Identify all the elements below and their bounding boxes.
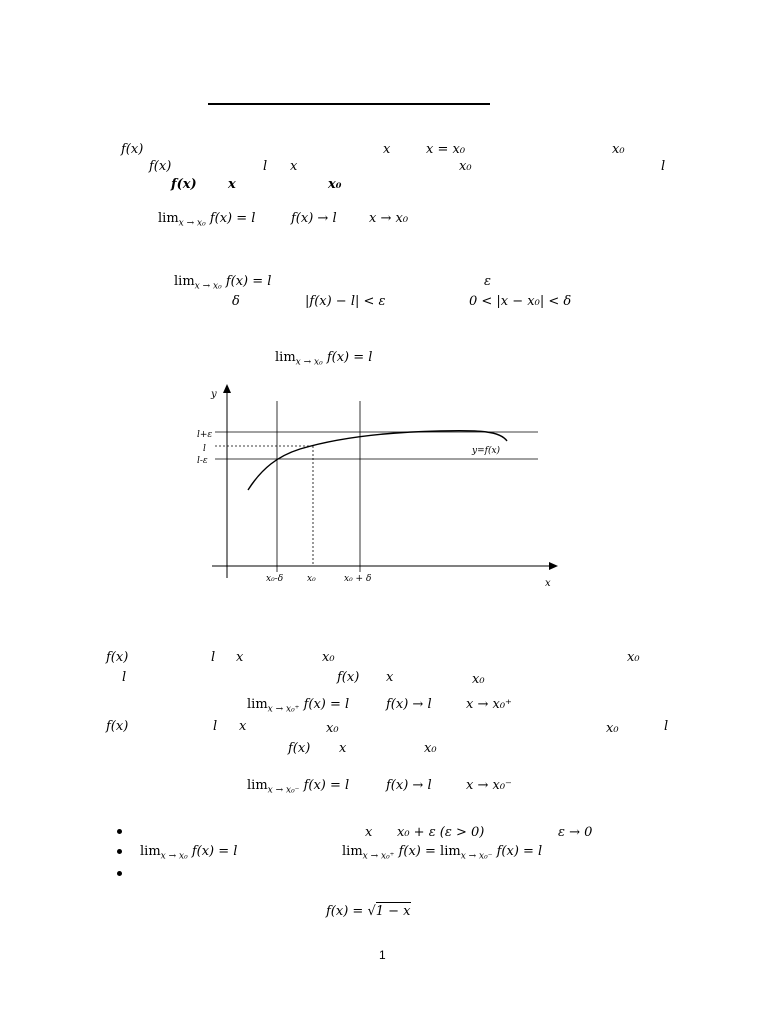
fx-bold: f(x)	[171, 177, 197, 192]
x0-plus-delta-label: x₀ + δ	[344, 574, 372, 584]
function-curve	[248, 431, 507, 490]
x-equals-x0: x = x₀	[426, 142, 466, 157]
x0-symbol: x₀	[424, 741, 437, 756]
example-formula: f(x) = √1 − x	[326, 904, 411, 919]
fx-symbol: f(x)	[337, 670, 360, 685]
note-epsilon-expr: x₀ + ε (ε > 0)	[397, 825, 485, 840]
limit-arrow-cond: x → x₀	[369, 211, 409, 226]
x0-symbol: x₀	[326, 721, 339, 736]
right-limit-arrow: f(x) → l	[386, 697, 432, 712]
delta-symbol: δ	[232, 294, 240, 309]
l-label: l	[203, 444, 206, 454]
l-symbol: l	[263, 159, 268, 174]
y-axis-arrow	[223, 384, 231, 393]
x-symbol: x	[239, 719, 247, 734]
x-axis-label: x	[545, 578, 551, 589]
epsilon-symbol: ε	[484, 274, 491, 289]
x-symbol: x	[386, 670, 394, 685]
curve-label: y=f(x)	[472, 446, 501, 456]
x0-minus-delta-label: x₀-δ	[266, 574, 284, 584]
l-symbol: l	[664, 719, 669, 734]
x-symbol: x	[339, 741, 347, 756]
l-symbol: l	[661, 159, 666, 174]
abs-inequality: |f(x) − l| < ε	[305, 294, 386, 309]
left-limit-arrow: f(x) → l	[386, 778, 432, 793]
x0-symbol: x₀	[627, 650, 640, 665]
x0-symbol: x₀	[612, 142, 625, 157]
l-symbol: l	[213, 719, 218, 734]
l-symbol: l	[122, 670, 127, 685]
x0-symbol: x₀	[459, 159, 472, 174]
note-epsilon-tail: ε → 0	[558, 825, 593, 840]
right-limit-formula: $\lim_{x \to x_0^+} f(x) = l$	[247, 697, 350, 715]
y-axis-label: y	[211, 389, 217, 400]
epsilon-delta-limit: $\lim_{x \to x_0} f(x) = l$	[174, 274, 272, 292]
x0-bold: x₀	[328, 177, 342, 192]
left-limit-formula: $\lim_{x \to x_0^-} f(x) = l$	[247, 778, 350, 796]
note-limit-formula: $\lim_{x \to x_0} f(x) = l$	[140, 844, 238, 862]
bullet-marker	[117, 871, 122, 876]
x0-label: x₀	[307, 574, 316, 584]
limit-formula: $\lim_{x \to x_0} f(x) = l$	[158, 211, 256, 229]
x-symbol: x	[236, 650, 244, 665]
l-plus-epsilon-label: l+ε	[197, 430, 213, 440]
fx-symbol: f(x)	[121, 142, 144, 157]
x0-symbol: x₀	[472, 672, 485, 687]
limit-arrow-form: f(x) → l	[291, 211, 337, 226]
note-equal-limits: $\lim_{x \to x_0^+} f(x) = \lim_{x \to x_0^-} f(x) = l$	[342, 844, 543, 862]
page-number: 1	[379, 948, 386, 962]
bullet-marker	[117, 849, 122, 854]
l-symbol: l	[211, 650, 216, 665]
left-limit-cond: x → x₀⁻	[466, 778, 512, 793]
figure-caption: $\lim_{x \to x_0} f(x) = l$	[275, 350, 373, 368]
x-symbol: x	[383, 142, 391, 157]
note-x-symbol: x	[365, 825, 373, 840]
right-limit-cond: x → x₀⁺	[466, 697, 512, 712]
fx-symbol: f(x)	[106, 719, 129, 734]
delta-inequality: 0 < |x − x₀| < δ	[469, 294, 572, 309]
fx-symbol: f(x)	[149, 159, 172, 174]
x-symbol: x	[290, 159, 298, 174]
x-bold: x	[228, 177, 236, 192]
x0-symbol: x₀	[322, 650, 335, 665]
fx-symbol: f(x)	[288, 741, 311, 756]
bullet-marker	[117, 829, 122, 834]
l-minus-epsilon-label: l-ε	[197, 456, 208, 466]
x-axis-arrow	[549, 562, 558, 570]
x0-symbol: x₀	[606, 721, 619, 736]
fx-symbol: f(x)	[106, 650, 129, 665]
